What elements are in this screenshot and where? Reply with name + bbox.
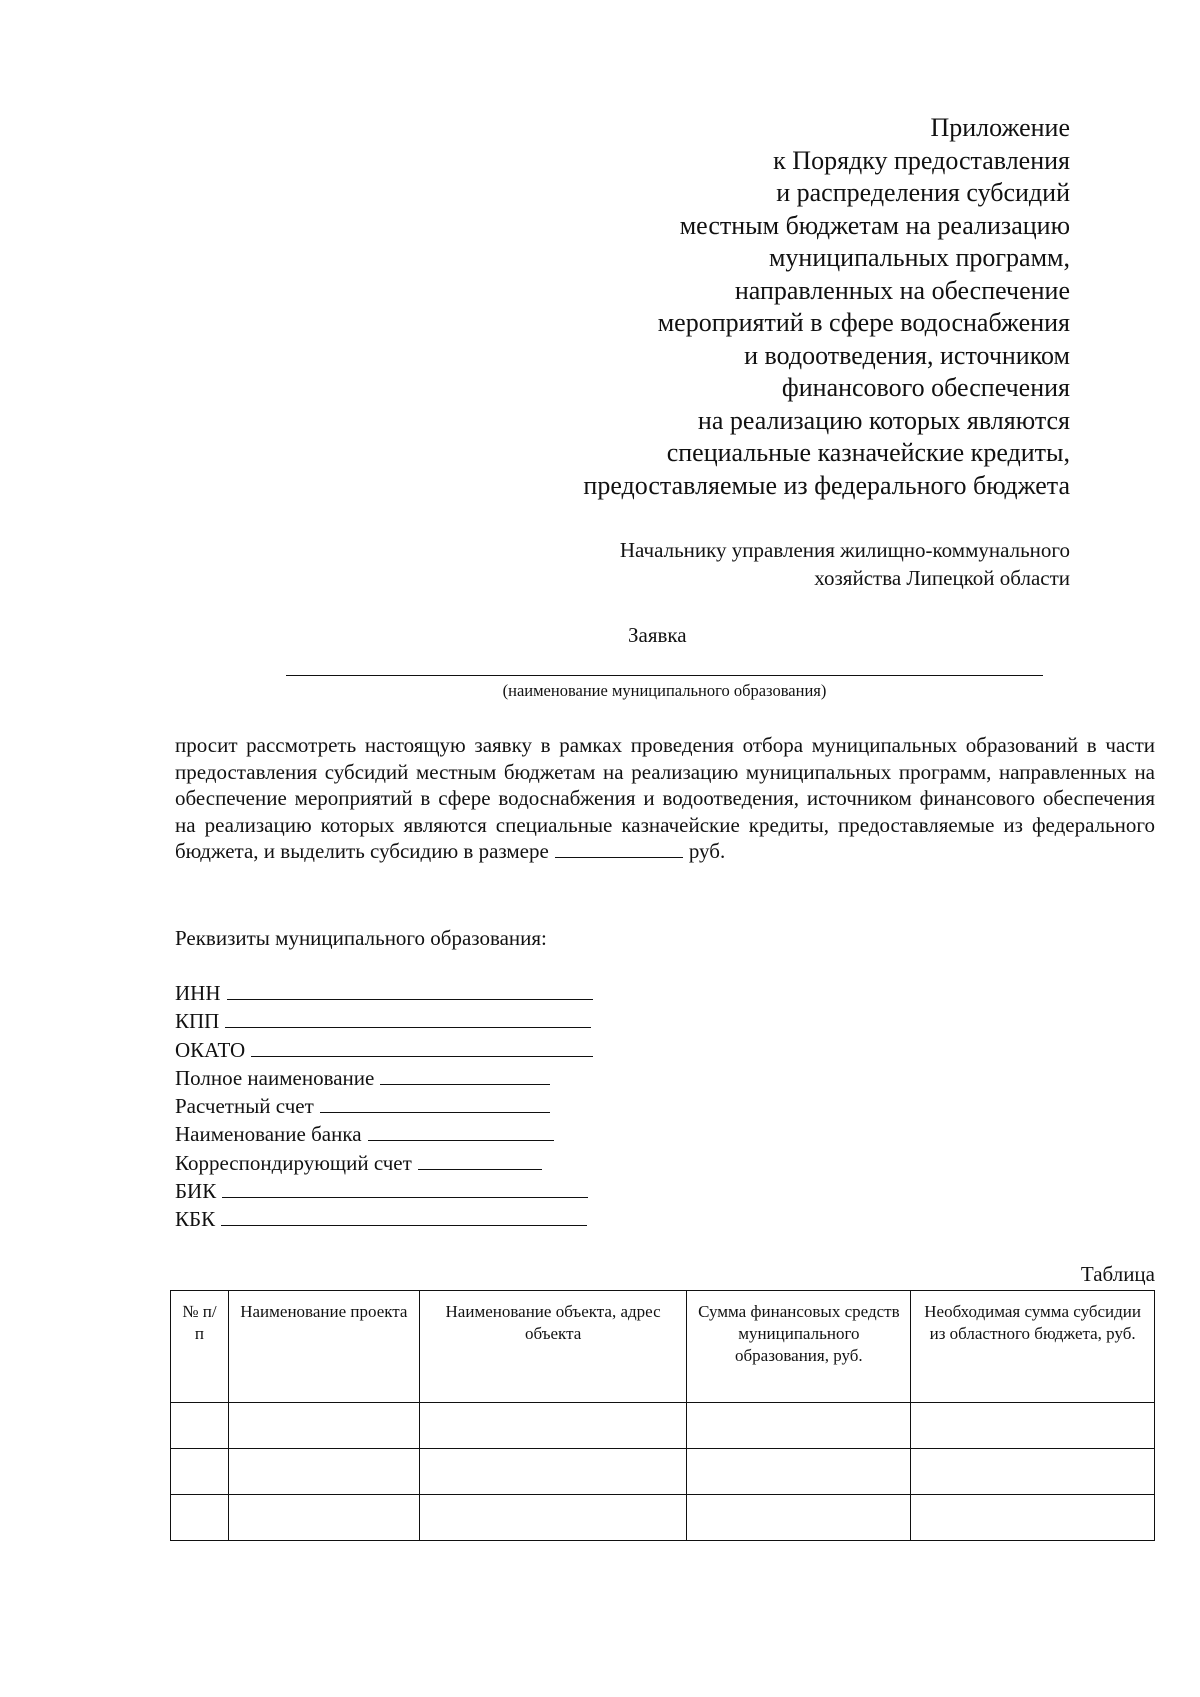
requisite-label: ИНН bbox=[175, 981, 221, 1005]
requisites-title: Реквизиты муниципального образования: bbox=[175, 926, 547, 950]
appendix-line: предоставляемые из федерального бюджета bbox=[583, 470, 1070, 500]
form-title: Заявка bbox=[628, 623, 687, 647]
kbk-field[interactable] bbox=[221, 1207, 587, 1226]
appendix-line: и распределения субсидий bbox=[776, 178, 1070, 207]
requisite-row-kpp bbox=[175, 1007, 593, 1035]
municipality-name-field[interactable] bbox=[286, 675, 1043, 676]
bank-name-field[interactable] bbox=[368, 1122, 554, 1141]
requisite-label: КПП bbox=[175, 1009, 220, 1034]
table-cell[interactable] bbox=[911, 1449, 1155, 1495]
requisite-row-bik bbox=[175, 1177, 593, 1205]
appendix-line: мероприятий в сфере водоснабжения bbox=[657, 308, 1070, 337]
table-header-row bbox=[171, 1291, 1155, 1403]
appendix-line: специальные казначейские кредиты, bbox=[666, 438, 1070, 467]
request-body-text: просит рассмотреть настоящую заявку в рамках проведения отбора муниципальных образований в части предоставления субсидий местным бюджетам на реализацию муниципальных программ, направленных на обеспечение мероприятий в сфере водоснабжения и водоотведения, источником финансового обеспечения на реализацию которых являются специальные казначейские кредиты, предоставляемые из федерального бюджета, и выделить субсидию в размере bbox=[175, 733, 1155, 863]
account-field[interactable] bbox=[320, 1094, 550, 1113]
projects-table bbox=[170, 1290, 1155, 1541]
requisite-label: КБК bbox=[175, 1207, 216, 1232]
table-cell[interactable] bbox=[687, 1449, 911, 1495]
table-cell[interactable] bbox=[687, 1403, 911, 1449]
col-header-number: № п/п bbox=[171, 1291, 229, 1403]
subsidy-amount-field[interactable] bbox=[555, 839, 683, 858]
table-cell[interactable] bbox=[419, 1403, 687, 1449]
addressee-line: хозяйства Липецкой области bbox=[814, 566, 1070, 590]
requisites-list bbox=[175, 979, 593, 1234]
requisite-label: Наименование банка bbox=[175, 1122, 362, 1147]
table-cell[interactable] bbox=[171, 1449, 229, 1495]
requisite-row-okato bbox=[175, 1036, 593, 1064]
requisite-label: ОКАТО bbox=[175, 1037, 246, 1062]
table-row bbox=[171, 1403, 1155, 1449]
appendix-line: и водоотведения, источником bbox=[744, 340, 1070, 370]
kpp-field[interactable] bbox=[225, 1009, 591, 1028]
okato-field[interactable] bbox=[251, 1038, 593, 1057]
appendix-header bbox=[430, 112, 1070, 502]
requisite-row-bank bbox=[175, 1120, 593, 1148]
appendix-line: на реализацию которых являются bbox=[697, 405, 1070, 435]
table-row bbox=[171, 1495, 1155, 1541]
table-cell[interactable] bbox=[228, 1449, 419, 1495]
table-cell[interactable] bbox=[911, 1403, 1155, 1449]
col-header-required-subsidy: Необходимая сумма субсидии из областного бюджета, руб. bbox=[911, 1291, 1155, 1403]
bik-field[interactable] bbox=[222, 1179, 588, 1198]
appendix-line: муниципальных программ, bbox=[768, 243, 1070, 272]
currency-label: руб. bbox=[688, 839, 726, 863]
addressee-line: Начальнику управления жилищно-коммунального bbox=[619, 538, 1070, 562]
appendix-line: местным бюджетам на реализацию bbox=[679, 210, 1070, 240]
requisite-label: Корреспондирующий счет bbox=[175, 1150, 412, 1175]
inn-field[interactable] bbox=[227, 981, 593, 1000]
table-cell[interactable] bbox=[911, 1495, 1155, 1541]
table-cell[interactable] bbox=[687, 1495, 911, 1541]
requisite-row-full-name bbox=[175, 1064, 593, 1092]
table-cell[interactable] bbox=[171, 1495, 229, 1541]
col-header-project-name: Наименование проекта bbox=[228, 1291, 419, 1403]
requisite-label: БИК bbox=[175, 1179, 217, 1204]
requisite-label: Расчетный счет bbox=[175, 1094, 314, 1119]
appendix-line: направленных на обеспечение bbox=[734, 275, 1070, 305]
table-cell[interactable] bbox=[419, 1449, 687, 1495]
col-header-municipal-funds: Сумма финансовых средств муниципального образования, руб. bbox=[687, 1291, 911, 1403]
table-cell[interactable] bbox=[228, 1495, 419, 1541]
requisite-row-account bbox=[175, 1092, 593, 1120]
municipality-name-caption: (наименование муниципального образования) bbox=[502, 681, 827, 700]
table-cell[interactable] bbox=[419, 1495, 687, 1541]
addressee bbox=[430, 536, 1070, 592]
table-cell[interactable] bbox=[171, 1403, 229, 1449]
full-name-field[interactable] bbox=[380, 1066, 550, 1085]
corr-account-field[interactable] bbox=[418, 1151, 542, 1170]
requisite-row-kbk bbox=[175, 1205, 593, 1233]
appendix-line: Приложение bbox=[930, 113, 1070, 142]
appendix-line: к Порядку предоставления bbox=[773, 145, 1070, 175]
col-header-object-name: Наименование объекта, адрес объекта bbox=[419, 1291, 687, 1403]
table-row bbox=[171, 1449, 1155, 1495]
requisite-label: Полное наименование bbox=[175, 1065, 375, 1090]
table-label: Таблица bbox=[1080, 1262, 1155, 1286]
appendix-line: финансового обеспечения bbox=[781, 373, 1070, 402]
table-cell[interactable] bbox=[228, 1403, 419, 1449]
request-body bbox=[175, 732, 1155, 865]
requisite-row-corr-account bbox=[175, 1149, 593, 1177]
requisite-row-inn bbox=[175, 979, 593, 1007]
